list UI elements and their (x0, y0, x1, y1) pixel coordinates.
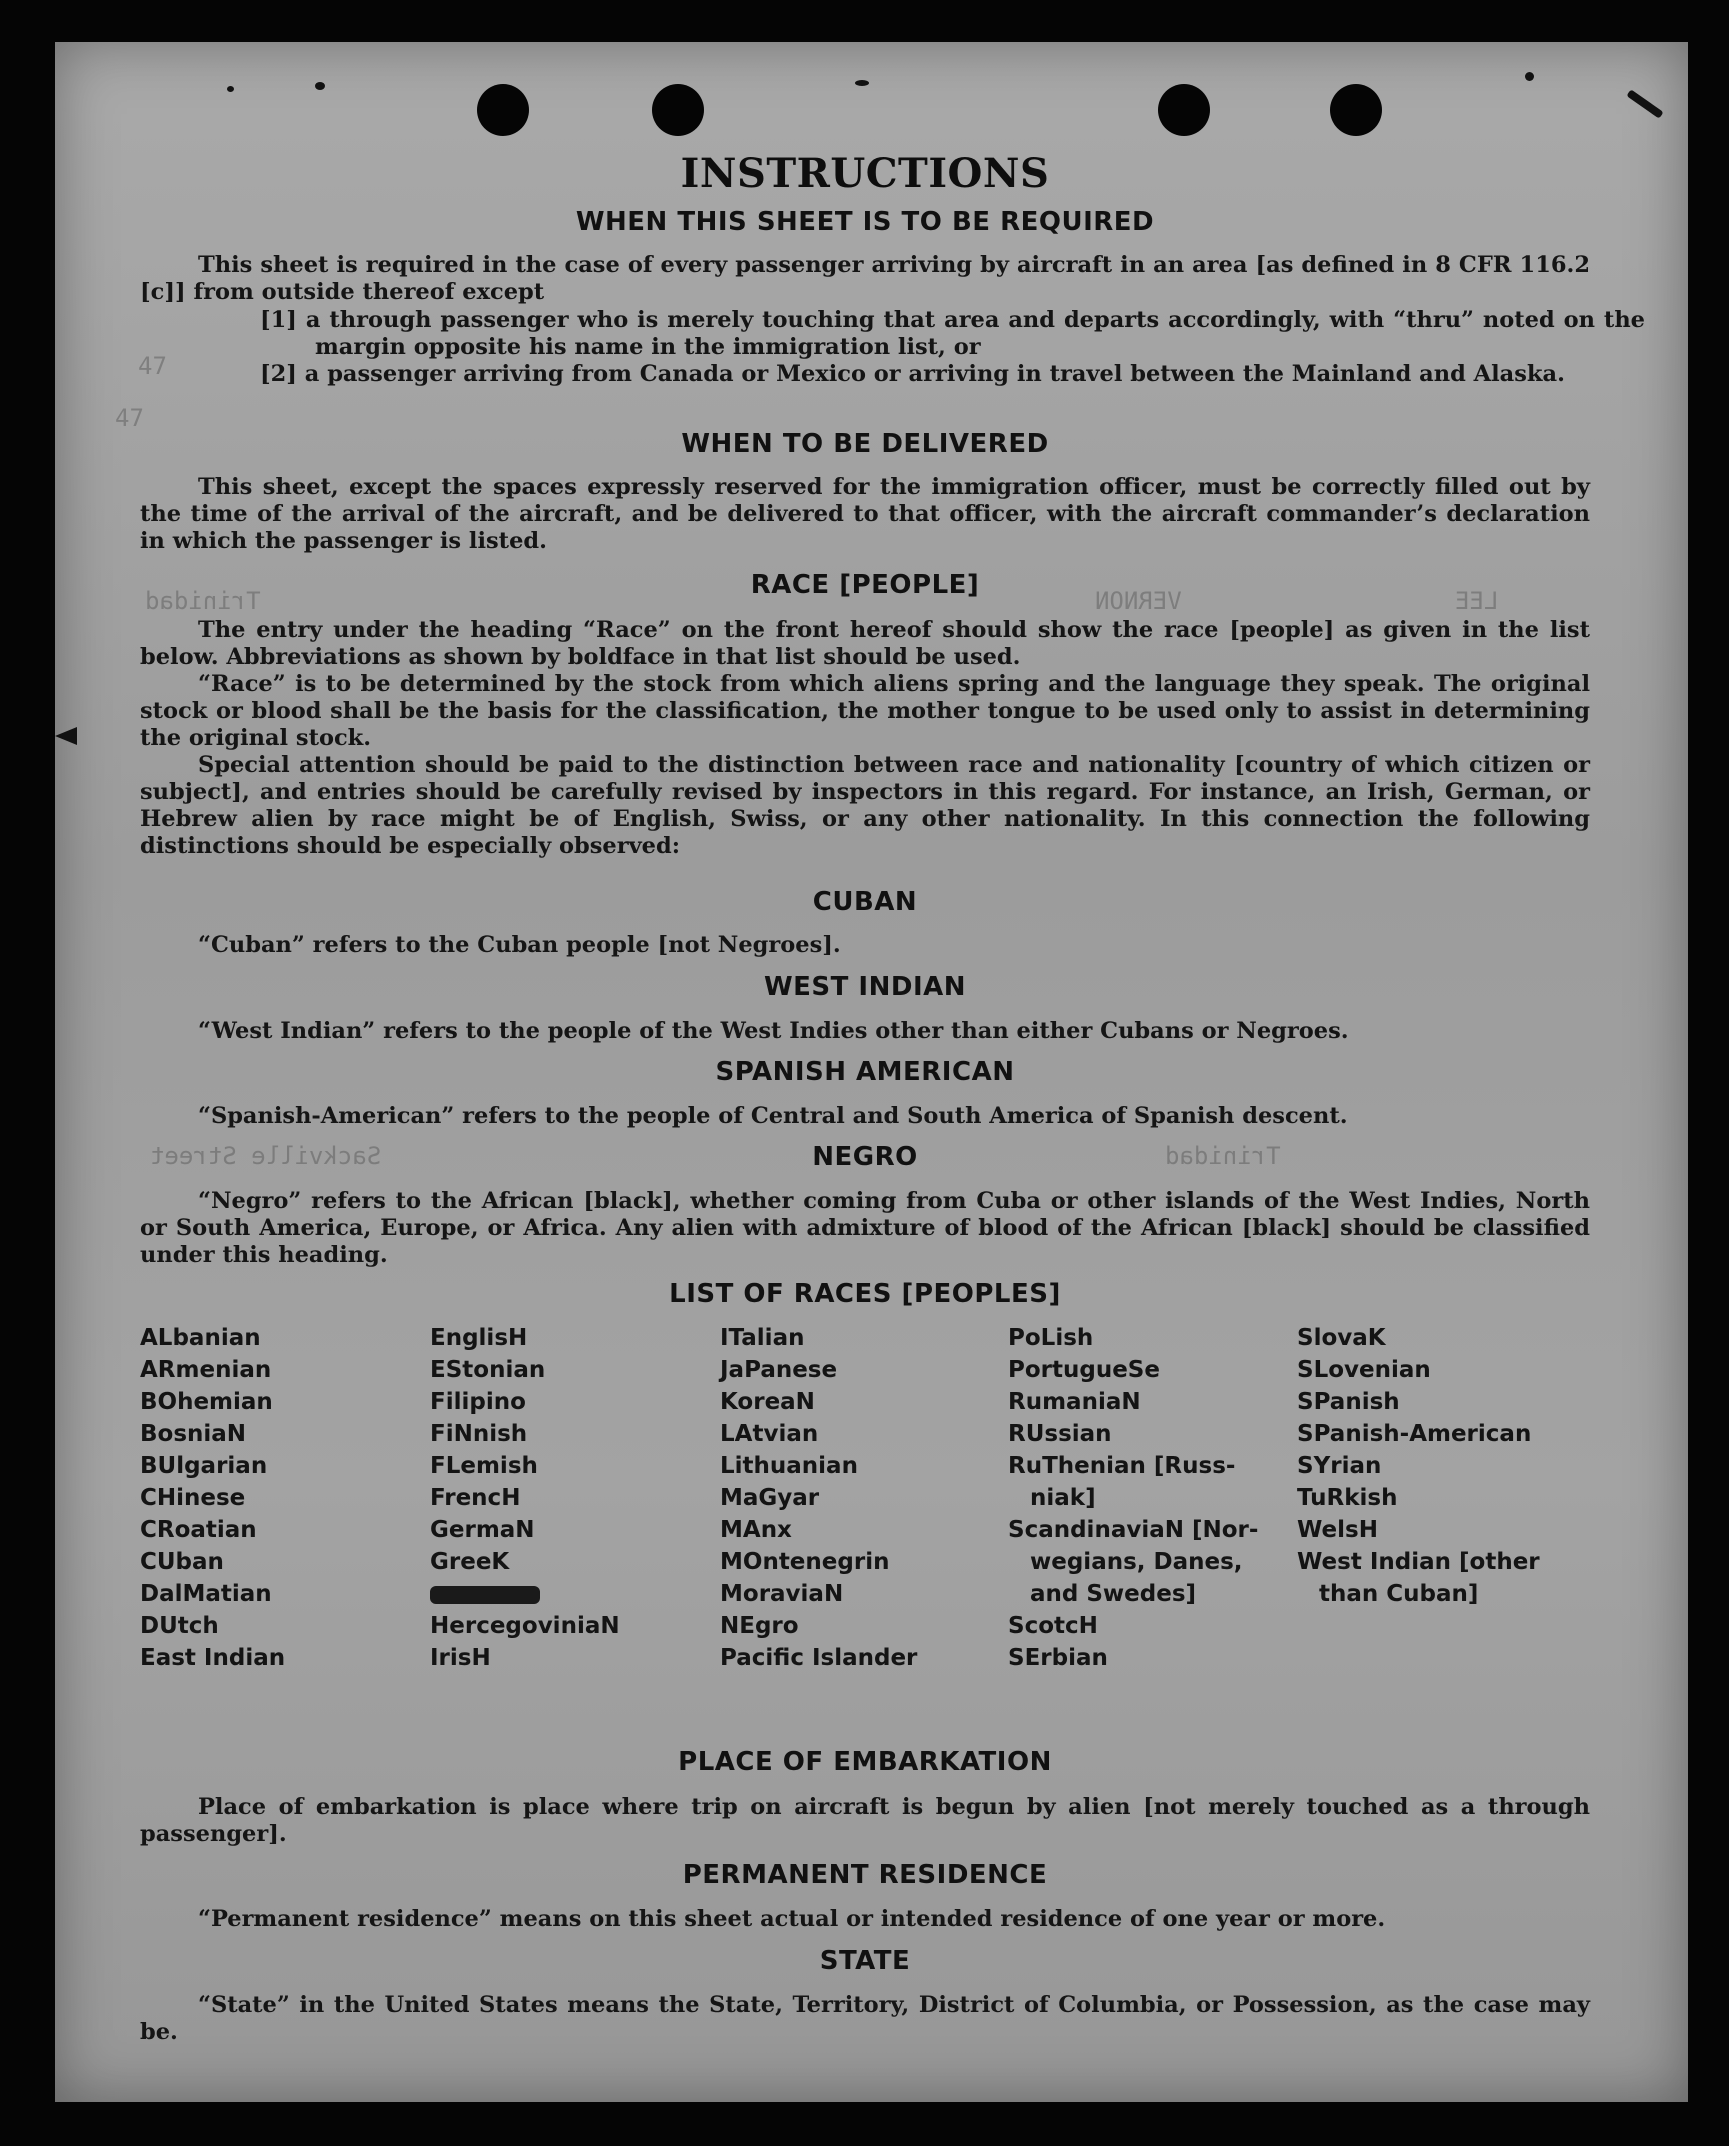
heading-when-required: WHEN THIS SHEET IS TO BE REQUIRED (575, 207, 1155, 237)
document-page (55, 42, 1688, 2102)
race-item: BOhemian (140, 1389, 273, 1415)
race-item: MAnx (720, 1517, 792, 1543)
heading-spanish-american: SPANISH AMERICAN (715, 1057, 1015, 1087)
page-title: INSTRUCTIONS (680, 150, 1050, 197)
speck (1525, 72, 1534, 81)
race-item: CUban (140, 1549, 224, 1575)
race-item: West Indian [other (1297, 1549, 1540, 1575)
heading-state: STATE (819, 1946, 911, 1976)
speck (227, 86, 234, 92)
paragraph-when-required: This sheet is required in the case of every passenger arriving by aircraft in an area [as defined in 8 CFR 116.2 [c]] from outside thereof except (140, 252, 1590, 305)
race-item-continuation: than Cuban] (1319, 1581, 1479, 1607)
race-item: WelsH (1297, 1517, 1378, 1543)
race-item: SlovaK (1297, 1325, 1386, 1351)
race-item: EnglisH (430, 1325, 528, 1351)
speck (1626, 89, 1663, 118)
paragraph-race-1: The entry under the heading “Race” on the front hereof should show the race [people] as given in the list below. Abbreviations as shown by boldface in that list should be used. (140, 617, 1590, 670)
heading-west-indian: WEST INDIAN (763, 972, 967, 1002)
margin-arrow (55, 727, 77, 745)
race-item: MOntenegrin (720, 1549, 890, 1575)
race-item: TuRkish (1297, 1485, 1398, 1511)
paragraph-spanish-american: “Spanish-American” refers to the people of Central and South America of Spanish descent. (198, 1103, 1348, 1129)
race-item: ARmenian (140, 1357, 272, 1383)
race-item: PoLish (1008, 1325, 1094, 1351)
race-item-continuation: and Swedes] (1030, 1581, 1197, 1607)
exception-item-2: [2] a passenger arriving from Canada or Mexico or arriving in travel between the Mainland and Alaska. (260, 361, 1565, 387)
race-item: JaPanese (720, 1357, 838, 1383)
race-item-continuation: wegians, Danes, (1030, 1549, 1243, 1575)
race-item: MoraviaN (720, 1581, 844, 1607)
heading-when-delivered: WHEN TO BE DELIVERED (681, 429, 1049, 459)
race-item: DUtch (140, 1613, 219, 1639)
race-list-column-1 (140, 1322, 285, 1674)
bleed-through-text: Trinidad (1165, 1142, 1281, 1170)
heading-list-of-races: LIST OF RACES [PEOPLES] (669, 1279, 1061, 1309)
race-item: FLemish (430, 1453, 538, 1479)
bleed-through-text: 47 (138, 352, 167, 380)
bleed-through-text: LEE (1455, 587, 1499, 615)
speck (855, 80, 869, 86)
heading-race: RACE [PEOPLE] (750, 570, 980, 600)
paragraph-state: “State” in the United States means the State, Territory, District of Columbia, or Possession, as the case may be. (140, 1992, 1590, 2045)
race-item: SYrian (1297, 1453, 1382, 1479)
race-item: ScotcH (1008, 1613, 1098, 1639)
race-item: East Indian (140, 1645, 286, 1671)
race-item: IrisH (430, 1645, 491, 1671)
ink-blot (430, 1586, 540, 1604)
bleed-through-text: 47 (115, 404, 144, 432)
race-item: CRoatian (140, 1517, 257, 1543)
race-item: Lithuanian (720, 1453, 858, 1479)
paragraph-race-3: Special attention should be paid to the distinction between race and nationality [country of which citizen or subject], and entries should be carefully revised by inspectors in this regard. For instance, an Irish, German, or Hebrew alien by race might be of English, Swiss, or any other nationality. In this connection the following distinctions should be especially observed: (140, 752, 1590, 859)
race-item: LAtvian (720, 1421, 819, 1447)
race-item: SErbian (1008, 1645, 1108, 1671)
race-item: ALbanian (140, 1325, 261, 1351)
race-item: HercegoviniaN (430, 1613, 620, 1639)
race-item: ITalian (720, 1325, 805, 1351)
struck-out-entry (430, 1578, 620, 1610)
heading-negro: NEGRO (812, 1142, 918, 1172)
race-item: MaGyar (720, 1485, 820, 1511)
race-item-continuation: niak] (1030, 1485, 1096, 1511)
bleed-through-text: Sackville Street (150, 1142, 382, 1170)
paragraph-west-indian: “West Indian” refers to the people of the West Indies other than either Cubans or Negroes. (198, 1018, 1349, 1044)
race-list-column-3 (720, 1322, 917, 1674)
race-item: RuThenian [Russ- (1008, 1453, 1236, 1479)
punch-hole (1158, 84, 1210, 136)
paragraph-negro: “Negro” refers to the African [black], whether coming from Cuba or other islands of the West Indies, North or South America, Europe, or Africa. Any alien with admixture of blood of the African [black] should be classified under this heading. (140, 1188, 1590, 1268)
race-item: SLovenian (1297, 1357, 1431, 1383)
race-item: Pacific Islander (720, 1645, 918, 1671)
race-item: CHinese (140, 1485, 246, 1511)
race-item: PortugueSe (1008, 1357, 1160, 1383)
punch-hole (652, 84, 704, 136)
punch-hole (1330, 84, 1382, 136)
race-item: GermaN (430, 1517, 535, 1543)
race-item: RumaniaN (1008, 1389, 1141, 1415)
race-list-column-4 (1008, 1322, 1258, 1674)
race-item: EStonian (430, 1357, 546, 1383)
speck (315, 82, 325, 90)
race-item: FrencH (430, 1485, 521, 1511)
heading-embarkation: PLACE OF EMBARKATION (678, 1747, 1052, 1777)
paragraph-embarkation: Place of embarkation is place where trip on aircraft is begun by alien [not merely touched as a through passenger]. (140, 1794, 1590, 1847)
bleed-through-text: VERNON (1095, 587, 1182, 615)
heading-cuban: CUBAN (812, 887, 918, 917)
race-item: RUssian (1008, 1421, 1112, 1447)
race-item: NEgro (720, 1613, 799, 1639)
race-item: DalMatian (140, 1581, 272, 1607)
paragraph-when-delivered: This sheet, except the spaces expressly reserved for the immigration officer, must be correctly filled out by the time of the arrival of the aircraft, and be delivered to that officer, with the aircraft commander’s declaration in which the passenger is listed. (140, 474, 1590, 554)
race-list-column-5 (1297, 1322, 1540, 1610)
race-item: KoreaN (720, 1389, 815, 1415)
race-item: Filipino (430, 1389, 526, 1415)
race-item: BosniaN (140, 1421, 247, 1447)
race-item: FiNnish (430, 1421, 528, 1447)
race-item: SPanish-American (1297, 1421, 1532, 1447)
exception-item-1: [1] a through passenger who is merely touching that area and departs accordingly, with “thru” noted on the margin opposite his name in the immigration list, or (260, 307, 1645, 360)
bleed-through-text: Trinidad (145, 587, 261, 615)
paragraph-race-2: “Race” is to be determined by the stock from which aliens spring and the language they speak. The original stock or blood shall be the basis for the classification, the mother tongue to be used only to assist in determining the original stock. (140, 671, 1590, 751)
race-item: GreeK (430, 1549, 510, 1575)
race-item: SPanish (1297, 1389, 1400, 1415)
punch-hole (477, 84, 529, 136)
race-list-column-2 (430, 1322, 620, 1674)
paragraph-permanent-residence: “Permanent residence” means on this sheet actual or intended residence of one year or more. (198, 1906, 1386, 1932)
heading-permanent-residence: PERMANENT RESIDENCE (682, 1860, 1048, 1890)
race-item: BUlgarian (140, 1453, 268, 1479)
paragraph-cuban: “Cuban” refers to the Cuban people [not Negroes]. (198, 932, 841, 958)
race-item: ScandinaviaN [Nor- (1008, 1517, 1259, 1543)
